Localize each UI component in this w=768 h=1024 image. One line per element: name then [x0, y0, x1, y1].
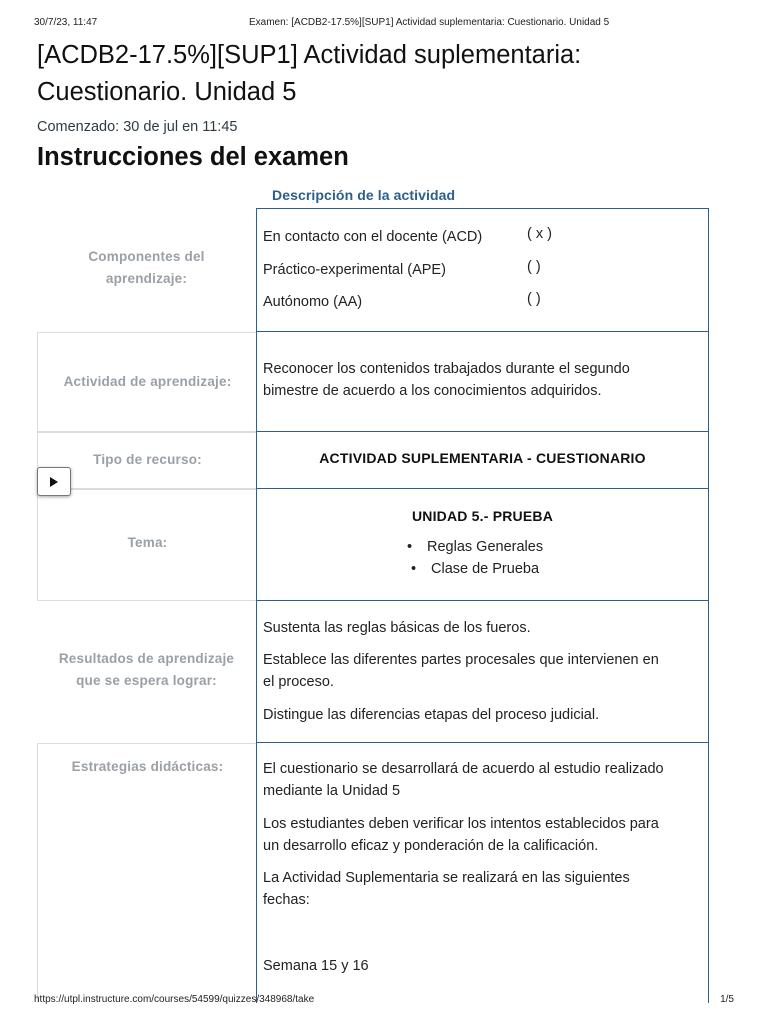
row-label-cell [37, 743, 256, 1003]
componente-ape-mark: ( ) [527, 259, 541, 275]
row-label-cell [37, 208, 256, 332]
componente-acd-mark: ( x ) [527, 226, 552, 242]
row-value-cell [256, 332, 709, 432]
print-title: Examen: [ACDB2-17.5%][SUP1] Actividad suplementaria: Cuestionario. Unidad 5 [249, 17, 610, 28]
componente-ape: Práctico-experimental (APE) [263, 262, 446, 278]
estrategias-p4: Semana 15 y 16 [263, 958, 369, 974]
label-tema: Tema: [127, 535, 168, 550]
table-row-estrategias [37, 743, 709, 1003]
footer-url: https://utpl.instructure.com/courses/54599/quizzes/348968/take [34, 994, 315, 1005]
row-value-cell [256, 743, 709, 1003]
table-caption: Descripción de la actividad [272, 187, 456, 203]
componente-acd: En contacto con el docente (ACD) [263, 229, 483, 245]
print-date: 30/7/23, 11:47 [34, 17, 98, 28]
row-value-cell [256, 489, 709, 601]
play-button[interactable] [37, 467, 71, 496]
label-actividad: Actividad de aprendizaje: [63, 374, 232, 389]
estrategias-p1: El cuestionario se desarrollará de acuerdo al estudio realizado mediante la Unidad 5 [263, 761, 664, 799]
page-title-line1: [ACDB2-17.5%][SUP1] Actividad suplementaria: [37, 41, 582, 69]
table-row-resultados [37, 601, 709, 743]
resultados-p1: Sustenta las reglas básicas de los fueros. [263, 620, 531, 636]
row-value-cell [256, 601, 709, 743]
play-icon [49, 477, 59, 487]
label-componentes: Componentes del aprendizaje: [88, 249, 205, 286]
actividad-text: Reconocer los contenidos trabajados durante el segundo bimestre de acuerdo a los conocimientos adquiridos. [263, 361, 630, 399]
footer-page-number: 1/5 [720, 994, 734, 1005]
estrategias-p3: La Actividad Suplementaria se realizará en las siguientes fechas: [263, 870, 630, 908]
resultados-p2: Establece las diferentes partes procesales que intervienen en el proceso. [263, 652, 659, 690]
row-value-cell [256, 208, 709, 332]
componente-aa: Autónomo (AA) [263, 294, 363, 310]
label-resultados: Resultados de aprendizaje que se espera lograr: [58, 651, 235, 688]
resultados-p3: Distingue las diferencias etapas del proceso judicial. [263, 707, 600, 723]
row-label-cell [37, 601, 256, 743]
print-footer [34, 994, 734, 1008]
row-value-cell [256, 432, 709, 489]
table-row-tipo [37, 432, 709, 489]
print-header [34, 17, 734, 31]
tipo-value: ACTIVIDAD SUPLEMENTARIA - CUESTIONARIO [319, 450, 646, 466]
estrategias-p2: Los estudiantes deben verificar los intentos establecidos para un desarrollo eficaz y ponderación de la calificación. [263, 816, 659, 854]
started-timestamp: Comenzado: 30 de jul en 11:45 [37, 119, 238, 135]
componente-aa-mark: ( ) [527, 291, 541, 307]
tema-bullet: • Clase de Prueba [411, 561, 540, 577]
table-row-actividad [37, 332, 709, 432]
page-title [37, 37, 737, 111]
section-title: Instrucciones del examen [37, 143, 349, 171]
tema-heading: UNIDAD 5.- PRUEBA [411, 508, 554, 524]
label-estrategias: Estrategias didácticas: [71, 759, 224, 774]
row-label-cell [37, 332, 256, 432]
table-row-tema [37, 489, 709, 601]
tema-bullet: • Reglas Generales [407, 539, 544, 555]
label-tipo: Tipo de recurso: [93, 452, 202, 467]
table-row-componentes [37, 208, 709, 332]
row-label-cell [37, 489, 256, 601]
page-title-line2: Cuestionario. Unidad 5 [37, 78, 297, 106]
